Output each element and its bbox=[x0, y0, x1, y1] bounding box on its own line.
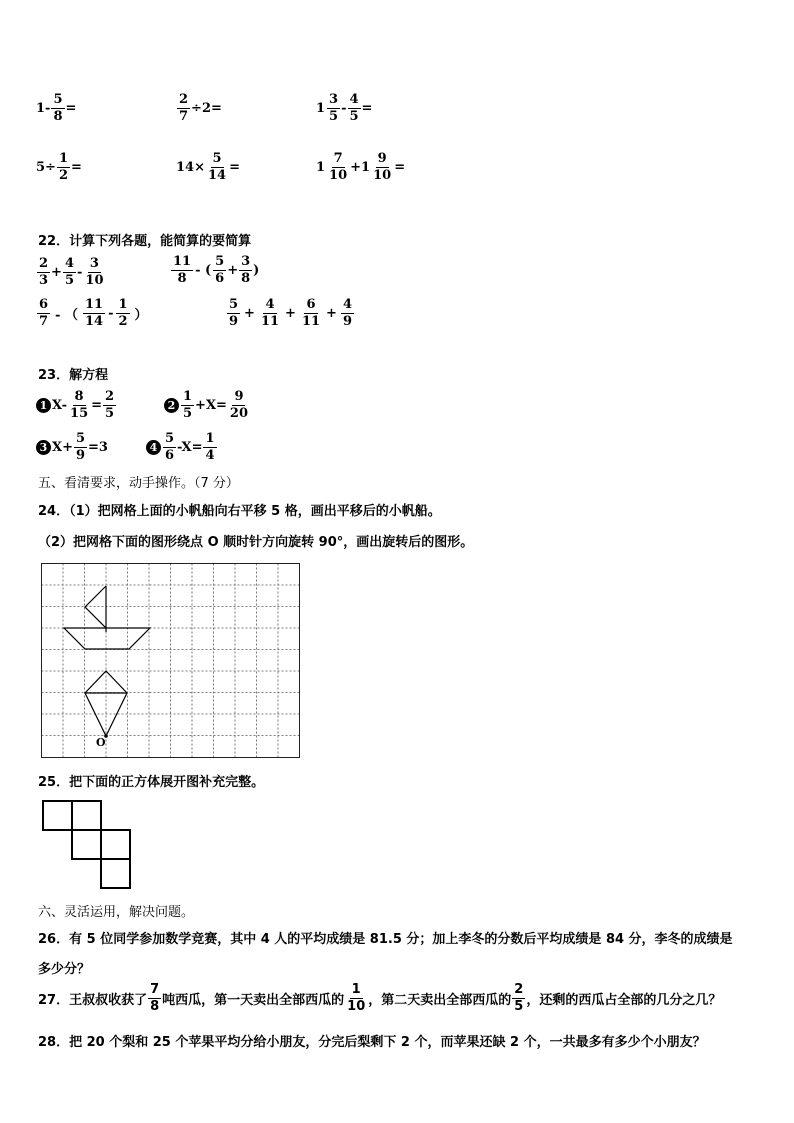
q25-text: 25．把下面的正方体展开图补充完整。 bbox=[38, 775, 265, 790]
q23-title: 23．解方程 bbox=[38, 368, 109, 383]
net-square-4 bbox=[101, 830, 130, 859]
net-square-1 bbox=[43, 801, 72, 830]
net-square-2 bbox=[72, 801, 101, 830]
cube-net-figure bbox=[42, 800, 132, 892]
grid-figure bbox=[40, 562, 302, 759]
expr-14-times-5-14: 14× $\frac{5}{14}$ = bbox=[176, 151, 240, 183]
q23-equation-4: 4 $\frac{5}{6}$ -X= $\frac{1}{4}$ bbox=[146, 432, 218, 462]
net-square-3 bbox=[72, 830, 101, 859]
expr-1-minus-5-8: 1- $\frac{5}{8}$ = bbox=[36, 92, 77, 124]
circled-number-4: 4 bbox=[146, 440, 161, 455]
q26-line-2: 多少分？ bbox=[38, 962, 91, 977]
section-6-heading: 六、灵活运用，解决问题。 bbox=[38, 905, 195, 920]
circled-number-2: 2 bbox=[164, 398, 179, 413]
q22-title: 22．计算下列各题，能简算的要简算 bbox=[38, 234, 252, 249]
sailboat-sail bbox=[85, 586, 106, 628]
circled-number-1: 1 bbox=[36, 398, 51, 413]
expr-2-7-div-2: $\frac{2}{7}$ ÷2= bbox=[179, 92, 222, 124]
q22-expr-3: $\frac{6}{7}$ - （ $\frac{11}{14}$ - $\frac{1}{2}$ ） bbox=[39, 297, 148, 329]
q26-line-1: 26．有 5 位同学参加数学竞赛，其中 4 人的平均成绩是 81.5 分；加上李冬的分数后平均成绩是 84 分，李冬的成绩是 bbox=[38, 932, 733, 947]
q24-part-2: （2）把网格下面的图形绕点 O 顺时针方向旋转 90°，画出旋转后的图形。 bbox=[38, 535, 474, 550]
expr-mixed-plus: 1 $\frac{7}{10}$ +1 $\frac{9}{10}$ = bbox=[316, 151, 406, 183]
q23-equation-2: 2 $\frac{1}{5}$ +X= $\frac{9}{20}$ bbox=[164, 390, 251, 420]
expr-mixed-minus: 1 $\frac{3}{5}$ - $\frac{4}{5}$ = bbox=[316, 92, 373, 124]
sailboat-hull bbox=[64, 628, 150, 649]
q28-text: 28．把 20 个梨和 25 个苹果平均分给小朋友，分完后梨剩下 2 个，而苹果还缺 2 个，一共最多有多少个小朋友？ bbox=[38, 1035, 706, 1050]
circled-number-3: 3 bbox=[36, 440, 51, 455]
q24-part-1: 24．（1）把网格上面的小帆船向右平移 5 格，画出平移后的小帆船。 bbox=[38, 504, 441, 519]
sailboat-shape bbox=[64, 586, 150, 649]
section-5-heading: 五、看清要求，动手操作。（7 分） bbox=[38, 476, 239, 491]
dashed-grid bbox=[42, 564, 300, 758]
q23-equation-1: 1 X- $\frac{8}{15}$ = $\frac{2}{5}$ bbox=[36, 390, 117, 420]
q22-expr-2: $\frac{11}{8}$ - ( $\frac{5}{6}$ + $\frac{3}{8}$ ) bbox=[173, 254, 260, 286]
q23-equation-3: 3 X+ $\frac{5}{9}$ =3 bbox=[36, 432, 108, 462]
q27-text: 27．王叔叔收获了 $\frac{7}{8}$ 吨西瓜，第一天卖出全部西瓜的 $\frac{1}{10}$ ，第二天卖出全部西瓜的 $\frac{2}{5}$ ，还剩的西瓜占全部的几分之几？ bbox=[38, 982, 722, 1014]
net-square-5 bbox=[101, 859, 130, 888]
expr-5-div-1-2: 5÷ $\frac{1}{2}$ = bbox=[36, 151, 82, 183]
point-o-label: O bbox=[96, 736, 106, 749]
q22-expr-1: $\frac{2}{3}$ + $\frac{4}{5}$ - $\frac{3}{10}$ bbox=[39, 256, 104, 288]
q22-expr-4: $\frac{5}{9}$ + $\frac{4}{11}$ + $\frac{6}{11}$ + $\frac{4}{9}$ bbox=[229, 297, 352, 329]
